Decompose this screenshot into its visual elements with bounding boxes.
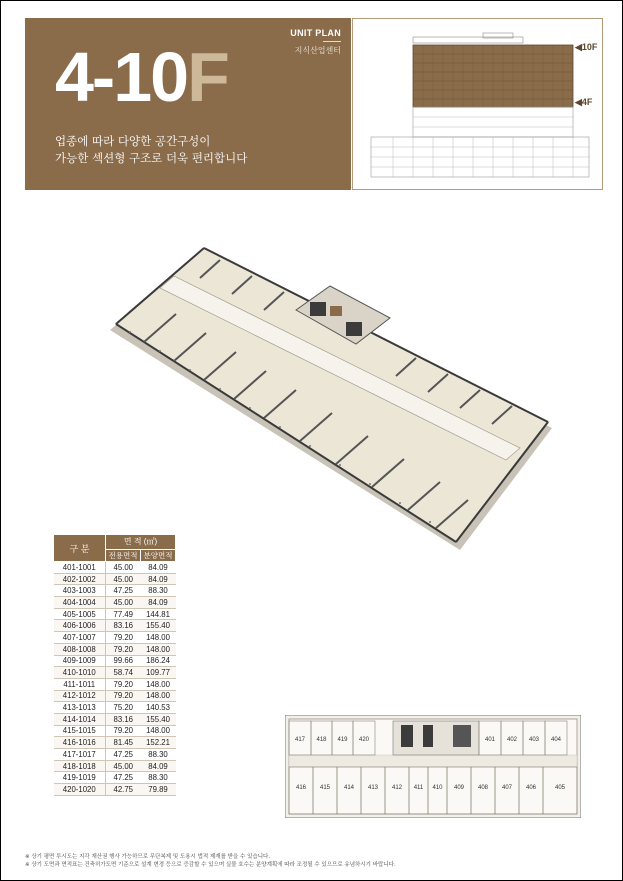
cell-sale: 88.30 bbox=[141, 585, 176, 597]
table-row bbox=[54, 702, 176, 714]
floor-plan-unit-label: 402 bbox=[506, 737, 518, 743]
floor-plan-unit-label: 415 bbox=[319, 785, 331, 791]
elevator-shaft bbox=[310, 302, 326, 316]
footnotes bbox=[25, 853, 396, 869]
unit-plan-label bbox=[290, 28, 341, 56]
elevation-marker-10f: ◀10F bbox=[575, 42, 598, 52]
footnote-2: ※ 상기 도면과 면적표는 건축허가도면 기준으로 설계 변경 등으로 증감할 수 있으며 실물 호수는 분양계획에 따라 조정될 수 있으므로 유념하시기 바랍니다. bbox=[25, 862, 396, 868]
cell-exclusive: 83.16 bbox=[106, 713, 141, 725]
table-header-exclusive: 전용면적 bbox=[106, 549, 141, 561]
cell-exclusive: 81.45 bbox=[106, 737, 141, 749]
table-row bbox=[54, 585, 176, 597]
table-row bbox=[54, 737, 176, 749]
cell-sale: 148.00 bbox=[141, 632, 176, 644]
floor-plan-unit-label: 403 bbox=[528, 737, 540, 743]
floor-plan-unit-label: 417 bbox=[294, 737, 306, 743]
floor-title-main: 4-10 bbox=[55, 38, 188, 116]
floor-plan-drawing bbox=[285, 715, 581, 818]
cell-exclusive: 47.25 bbox=[106, 772, 141, 784]
cell-unit: 413-1013 bbox=[54, 702, 106, 714]
table-row bbox=[54, 573, 176, 585]
cell-unit: 404-1004 bbox=[54, 597, 106, 609]
floor-plan-unit-label: 408 bbox=[477, 785, 489, 791]
cell-unit: 414-1014 bbox=[54, 713, 106, 725]
floor-plan-unit-label: 411 bbox=[413, 785, 424, 791]
cell-sale: 144.81 bbox=[141, 608, 176, 620]
cell-exclusive: 79.20 bbox=[106, 678, 141, 690]
cell-exclusive: 79.20 bbox=[106, 643, 141, 655]
table-row bbox=[54, 725, 176, 737]
cell-unit: 419-1019 bbox=[54, 772, 106, 784]
table-row bbox=[54, 749, 176, 761]
building-elevation-drawing bbox=[353, 19, 604, 191]
floor-plan-unit-label: 414 bbox=[343, 785, 355, 791]
description-line-2: 가능한 섹션형 구조로 더욱 편리합니다 bbox=[55, 151, 248, 165]
floor-plan-unit-label: 406 bbox=[525, 785, 537, 791]
cell-unit: 412-1012 bbox=[54, 690, 106, 702]
description-line-1: 업종에 따라 다양한 공간구성이 bbox=[55, 134, 211, 148]
cell-exclusive: 45.00 bbox=[106, 562, 141, 574]
floor-plan-unit-label: 410 bbox=[432, 785, 443, 791]
cell-sale: 84.09 bbox=[141, 760, 176, 772]
floor-plan-unit-label: 404 bbox=[550, 737, 562, 743]
cell-unit: 407-1007 bbox=[54, 632, 106, 644]
hero-banner bbox=[25, 18, 351, 190]
table-row bbox=[54, 690, 176, 702]
cell-sale: 148.00 bbox=[141, 725, 176, 737]
table-header-unit: 구 분 bbox=[54, 535, 106, 562]
table-row bbox=[54, 620, 176, 632]
floor-plan-unit-label: 413 bbox=[367, 785, 379, 791]
table-row bbox=[54, 713, 176, 725]
cell-sale: 148.00 bbox=[141, 678, 176, 690]
cell-sale: 152.21 bbox=[141, 737, 176, 749]
cell-sale: 84.09 bbox=[141, 562, 176, 574]
table-row bbox=[54, 632, 176, 644]
cell-exclusive: 45.00 bbox=[106, 597, 141, 609]
cell-sale: 148.00 bbox=[141, 643, 176, 655]
unit-plan-divider bbox=[323, 41, 341, 42]
cell-sale: 109.77 bbox=[141, 667, 176, 679]
cell-exclusive: 58.74 bbox=[106, 667, 141, 679]
cell-unit: 410-1010 bbox=[54, 667, 106, 679]
cell-sale: 88.30 bbox=[141, 749, 176, 761]
cell-unit: 406-1006 bbox=[54, 620, 106, 632]
cell-unit: 405-1005 bbox=[54, 608, 106, 620]
cell-sale: 84.09 bbox=[141, 573, 176, 585]
table-header-sale: 분양면적 bbox=[141, 549, 176, 561]
cell-exclusive: 47.25 bbox=[106, 749, 141, 761]
cell-sale: 148.00 bbox=[141, 690, 176, 702]
table-row bbox=[54, 678, 176, 690]
floor-title-accent: F bbox=[187, 38, 228, 116]
cell-exclusive: 79.20 bbox=[106, 725, 141, 737]
cell-unit: 411-1011 bbox=[54, 678, 106, 690]
floor-plan-unit-label: 418 bbox=[316, 737, 327, 743]
floor-plan-unit-label: 419 bbox=[337, 737, 348, 743]
table-row bbox=[54, 608, 176, 620]
cell-exclusive: 99.66 bbox=[106, 655, 141, 667]
unit-plan-en: UNIT PLAN bbox=[290, 28, 341, 38]
table-header-area: 면 적 (㎡) bbox=[106, 535, 176, 550]
elevation-key-diagram bbox=[352, 18, 603, 190]
cell-sale: 186.24 bbox=[141, 655, 176, 667]
cell-unit: 403-1003 bbox=[54, 585, 106, 597]
cell-exclusive: 79.20 bbox=[106, 690, 141, 702]
table-row bbox=[54, 643, 176, 655]
cell-sale: 155.40 bbox=[141, 713, 176, 725]
cell-exclusive: 77.49 bbox=[106, 608, 141, 620]
cell-sale: 155.40 bbox=[141, 620, 176, 632]
cell-sale: 140.53 bbox=[141, 702, 176, 714]
cell-sale: 88.30 bbox=[141, 772, 176, 784]
area-table-body bbox=[54, 562, 176, 796]
cell-unit: 416-1016 bbox=[54, 737, 106, 749]
table-row bbox=[54, 784, 176, 796]
cell-unit: 417-1017 bbox=[54, 749, 106, 761]
table-row bbox=[54, 667, 176, 679]
cell-unit: 415-1015 bbox=[54, 725, 106, 737]
floor-plan-unit-label: 401 bbox=[484, 737, 496, 743]
floor-plan-unit-label: 409 bbox=[453, 785, 465, 791]
footnote-1: ※ 상기 평면 투시도는 지각 재산권 행사 가능하므로 무단복제 및 도용시 법적 제재를 받을 수 있습니다. bbox=[25, 854, 271, 860]
table-row bbox=[54, 562, 176, 574]
hero-description bbox=[55, 133, 247, 167]
cell-unit: 402-1002 bbox=[54, 573, 106, 585]
cell-exclusive: 47.25 bbox=[106, 585, 141, 597]
table-row bbox=[54, 760, 176, 772]
cell-unit: 408-1008 bbox=[54, 643, 106, 655]
table-row bbox=[54, 772, 176, 784]
unit-plan-ko: 지식산업센터 bbox=[294, 46, 341, 55]
floor-title bbox=[55, 38, 228, 116]
floor-plan-key bbox=[285, 715, 581, 818]
area-table bbox=[53, 534, 176, 796]
floor-plan-unit-label: 407 bbox=[501, 785, 513, 791]
floor-plan-unit-label: 412 bbox=[391, 785, 403, 791]
cell-exclusive: 79.20 bbox=[106, 632, 141, 644]
table-row bbox=[54, 597, 176, 609]
cell-sale: 84.09 bbox=[141, 597, 176, 609]
cell-exclusive: 75.20 bbox=[106, 702, 141, 714]
table-row bbox=[54, 655, 176, 667]
isometric-floor-drawing bbox=[100, 240, 560, 560]
cell-exclusive: 42.75 bbox=[106, 784, 141, 796]
cell-unit: 409-1009 bbox=[54, 655, 106, 667]
floor-plan-unit-label: 416 bbox=[295, 785, 307, 791]
cell-unit: 420-1020 bbox=[54, 784, 106, 796]
isometric-floor-illustration bbox=[100, 240, 560, 560]
cell-exclusive: 83.16 bbox=[106, 620, 141, 632]
cell-exclusive: 45.00 bbox=[106, 573, 141, 585]
cell-sale: 79.89 bbox=[141, 784, 176, 796]
cell-unit: 418-1018 bbox=[54, 760, 106, 772]
cell-unit: 401-1001 bbox=[54, 562, 106, 574]
elevation-marker-4f: ◀4F bbox=[575, 97, 593, 107]
floor-plan-unit-label: 405 bbox=[554, 785, 566, 791]
floor-plan-unit-label: 420 bbox=[358, 737, 370, 743]
cell-exclusive: 45.00 bbox=[106, 760, 141, 772]
stair-shaft bbox=[346, 322, 362, 336]
